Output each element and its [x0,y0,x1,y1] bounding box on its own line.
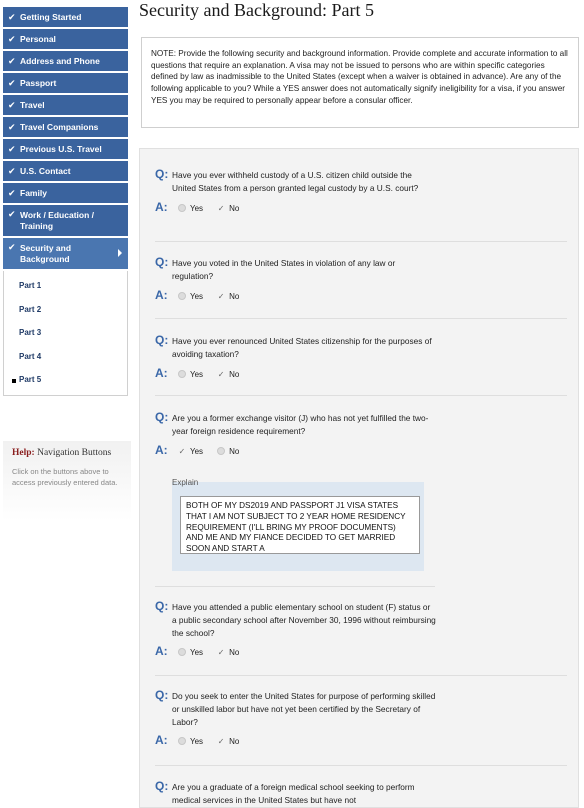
answer-label: A: [155,199,168,214]
help-panel [3,441,131,521]
no-radio[interactable] [217,737,239,746]
question-block [155,599,567,664]
divider [155,241,567,242]
sidebar-subnav [3,271,128,396]
yes-label: Yes [190,446,204,456]
sidebar-item-label: U.S. Contact [20,166,71,176]
question-block [155,333,567,386]
yes-label: Yes [190,736,204,746]
radio-icon [178,737,186,745]
sidebar-subitem-part-3[interactable] [4,322,127,346]
yes-radio[interactable] [178,648,203,657]
sidebar-subitem-part-1[interactable] [4,275,127,299]
question-label: Q: [155,333,169,347]
no-radio[interactable] [217,204,239,213]
sidebar-item-address-and-phone[interactable] [3,51,128,73]
questions-panel [139,148,579,808]
answer-label: A: [155,643,168,658]
question-text: Have you voted in the United States in violation of any law or regulation? [172,258,396,281]
yes-label: Yes [190,647,204,657]
sidebar-subitem-label: Part 2 [19,304,42,314]
question-text: Have you ever renounced United States citizenship for the purposes of avoiding taxation? [172,336,432,359]
no-radio[interactable] [217,447,239,456]
selected-check-icon: ✓ [217,203,225,213]
sidebar-item-work-education-training[interactable] [3,205,128,238]
security-note: NOTE: Provide the following security and background information. Provide complete and accurate information to all questions that require an explanation. A visa may not be issued to persons who are within specific categories defined by law as inadmissible to the United States (except when a waiver is obtained in advance). Are any of the following applicable to you? While a YES answer does not automatically signify ineligibility for a visa, if you answer YES you may be required to personally appear before a consular officer. [141,37,579,128]
question-block [155,410,567,554]
question-block [155,255,567,308]
sidebar-subitem-label: Part 4 [19,351,42,361]
sidebar-item-travel-companions[interactable] [3,117,128,139]
help-title-text: Navigation Buttons [34,448,112,458]
question-text: Do you seek to enter the United States for purpose of performing skilled or unskilled labor but have not yet been certified by the Secretary of Labor? [172,691,436,727]
sidebar-item-label: Passport [20,78,57,88]
question-label: Q: [155,779,169,793]
explain-container [172,482,424,571]
divider [155,395,567,396]
selected-check-icon: ✓ [217,291,225,301]
yes-label: Yes [190,291,204,301]
radio-icon [178,370,186,378]
checkmark-icon: ✔ [8,11,16,22]
radio-icon [178,292,186,300]
sidebar-subitem-label: Part 3 [19,328,42,337]
sidebar-item-label: Address and Phone [20,56,100,66]
no-label: No [229,369,240,379]
sidebar-item-family[interactable] [3,183,128,205]
help-title [3,441,131,458]
sidebar-subitem-part-2[interactable] [4,299,127,323]
radio-icon [217,447,225,455]
question-label: Q: [155,688,169,702]
sidebar-item-label: Travel Companions [20,122,99,132]
checkmark-icon: ✔ [8,77,16,88]
divider [155,318,567,319]
checkmark-icon: ✔ [8,99,16,110]
sidebar-item-label: Family [20,188,47,198]
question-text: Are you a graduate of a foreign medical school seeking to perform medical services in the United States but have not [172,782,415,805]
expand-arrow-icon [118,249,122,257]
no-radio[interactable] [217,292,239,301]
sidebar-item-passport[interactable] [3,73,128,95]
sidebar-item-personal[interactable] [3,29,128,51]
checkmark-icon: ✔ [8,121,16,132]
sidebar-item-travel[interactable] [3,95,128,117]
answer-label: A: [155,442,168,457]
radio-icon [178,648,186,656]
selected-check-icon: ✓ [217,736,225,746]
no-label: No [229,291,240,301]
sidebar-subitem-label: Part 5 [19,375,42,384]
no-radio[interactable] [217,370,239,379]
yes-radio[interactable] [178,370,203,379]
question-label: Q: [155,599,169,613]
explain-label: Explain [172,478,199,487]
question-label: Q: [155,410,169,424]
sidebar-item-getting-started[interactable] [3,7,128,29]
checkmark-icon: ✔ [8,242,16,252]
checkmark-icon: ✔ [8,143,16,154]
sidebar-subitem-part-4[interactable] [4,346,127,370]
no-label: No [229,446,240,456]
divider [155,675,567,676]
no-radio[interactable] [217,648,239,657]
explain-textarea[interactable]: BOTH OF MY DS2019 AND PASSPORT J1 VISA STATES THAT I AM NOT SUBJECT TO 2 YEAR HOME RESIDENCY REQUIREMENT (I'LL BRING MY PROOF DOCUMENTS) AND ME AND MY FIANCE DECIDED TO GET MARRIED SOON AND START A [180,496,420,554]
checkmark-icon: ✔ [8,33,16,44]
yes-label: Yes [190,369,204,379]
radio-icon [178,204,186,212]
answer-label: A: [155,365,168,380]
yes-radio[interactable] [178,447,203,456]
sidebar-item-security-and-background[interactable] [3,238,128,271]
sidebar-subitem-part-5[interactable] [4,369,127,393]
checkmark-icon: ✔ [8,165,16,176]
page-title: Security and Background: Part 5 [139,0,374,20]
help-text: Click on the buttons above to access previously entered data. [12,467,118,487]
sidebar-item-label: Travel [20,100,45,110]
yes-label: Yes [190,203,204,213]
no-label: No [229,203,240,213]
sidebar-nav [3,7,128,396]
checkmark-icon: ✔ [8,209,16,219]
yes-radio[interactable] [178,737,203,746]
selected-check-icon: ✓ [178,446,186,456]
question-text: Have you attended a public elementary school on student (F) status or a public secondary school after November 30, 1996 without reimbursing the school? [172,602,436,638]
checkmark-icon: ✔ [8,55,16,66]
sidebar-item-label: Previous U.S. Travel [20,144,102,154]
question-text: Are you a former exchange visitor (J) who has not yet fulfilled the two-year foreign residence requirement? [172,413,429,436]
sidebar-item-us-contact[interactable] [3,161,128,183]
no-label: No [229,736,240,746]
answer-label: A: [155,732,168,747]
question-block [155,167,567,220]
sidebar-subitem-label: Part 1 [19,281,42,290]
divider [155,765,567,766]
no-label: No [229,647,240,657]
sidebar-item-label: Personal [20,34,56,44]
sidebar-item-previous-us-travel[interactable] [3,139,128,161]
sidebar-item-label: Work / Education / Training [20,210,94,232]
yes-radio[interactable] [178,292,203,301]
yes-radio[interactable] [178,204,203,213]
checkmark-icon: ✔ [8,187,16,198]
sidebar-item-label: Getting Started [20,12,82,22]
question-text: Have you ever withheld custody of a U.S. citizen child outside the United States from a person granted legal custody by a U.S. court? [172,170,419,193]
question-label: Q: [155,167,169,181]
divider [155,586,435,587]
sidebar-item-label: Security and Background [20,243,72,265]
question-block [155,688,567,753]
current-bullet-icon [12,379,16,383]
help-title-prefix: Help: [12,448,35,458]
question-label: Q: [155,255,169,269]
selected-check-icon: ✓ [217,647,225,657]
answer-label: A: [155,287,168,302]
selected-check-icon: ✓ [217,369,225,379]
question-block [155,779,567,807]
